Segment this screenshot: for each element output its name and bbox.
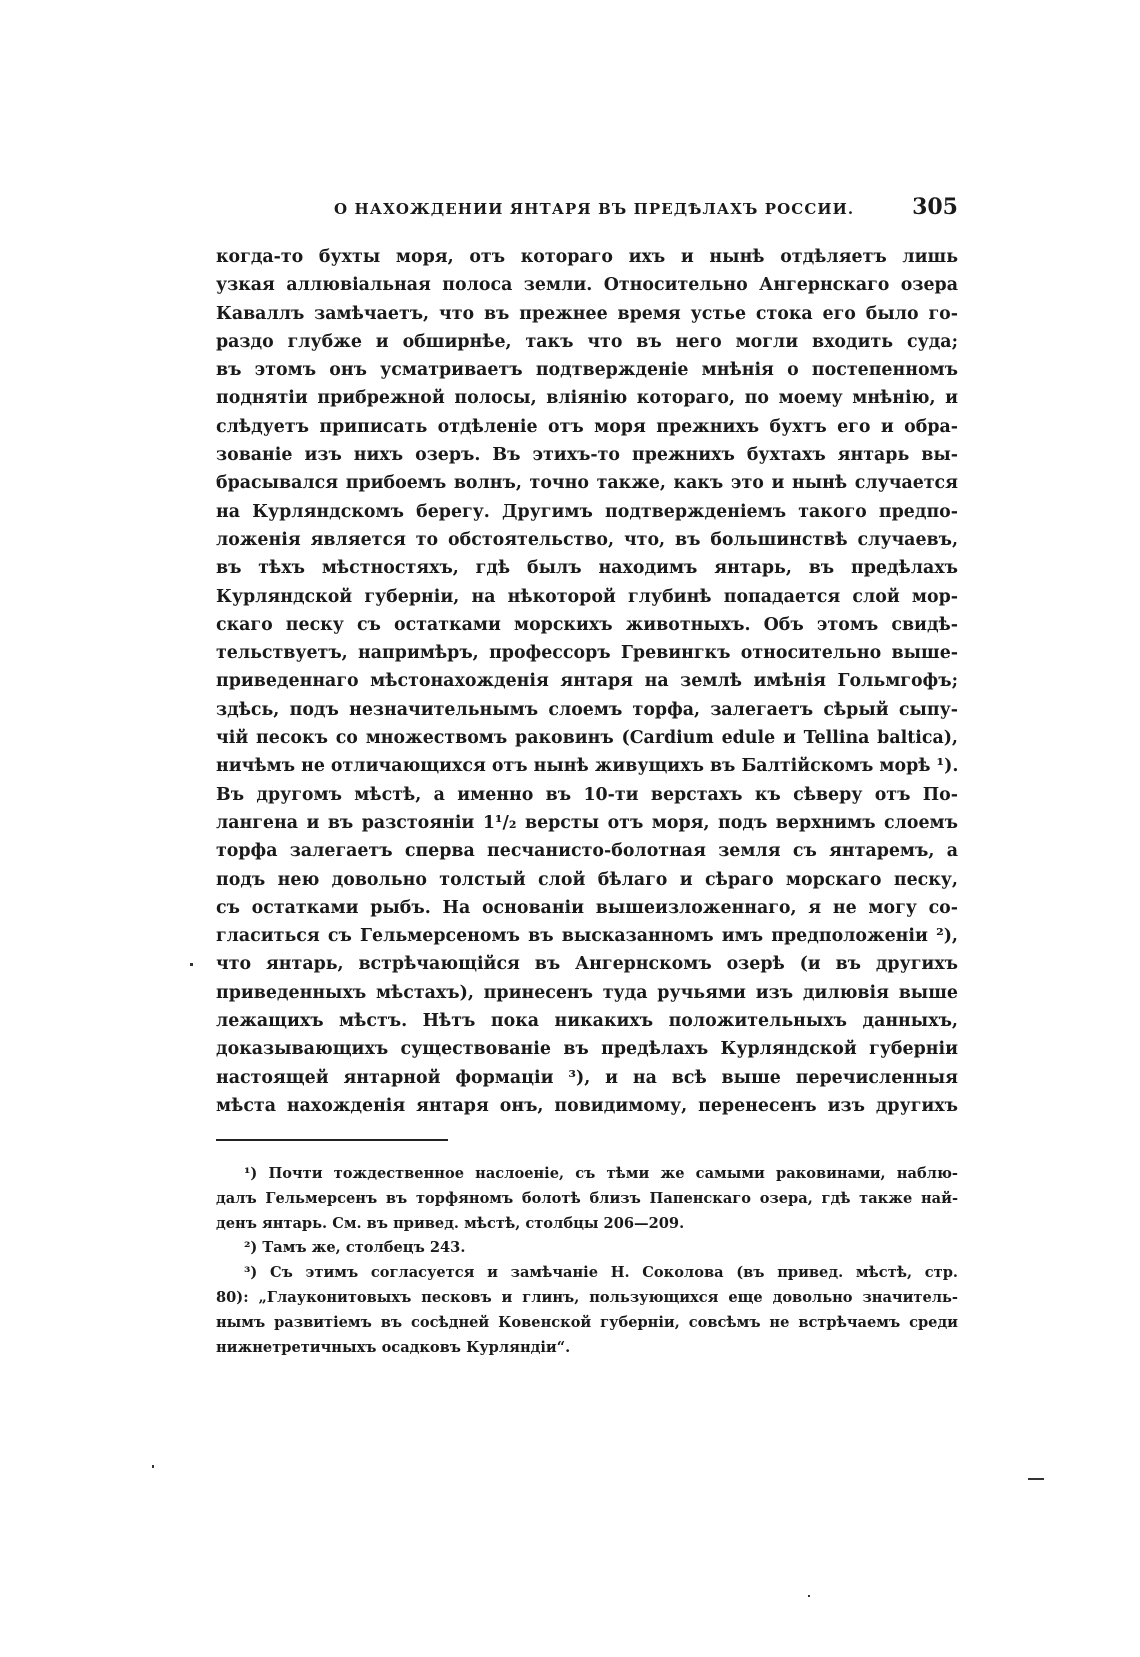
- text-line: что янтарь, встрѣчающійся въ Ангернскомъ озерѣ (и въ другихъ: [216, 954, 958, 975]
- text-line: ложенія является то обстоятельство, что, въ большинствѣ случаевъ,: [216, 529, 958, 550]
- scan-speck: [152, 1465, 154, 1468]
- footnote-line: 80): „Глауконитовыхъ песковъ и глинъ, пользующихся еще довольно значитель-: [216, 1288, 958, 1306]
- text-line: въ этомъ онъ усматриваетъ подтвержденіе мнѣнія о постепенномъ: [216, 360, 958, 381]
- running-title: О НАХОЖДЕНИИ ЯНТАРЯ ВЪ ПРЕДѢЛАХЪ РОССИИ.: [334, 200, 855, 218]
- scan-speck: [1028, 1478, 1044, 1480]
- text-line: приведенныхъ мѣстахъ), принесенъ туда ручьями изъ дилювія выше: [216, 982, 958, 1003]
- text-line: гласиться съ Гельмерсеномъ въ высказанномъ имъ предположеніи ²),: [216, 926, 958, 947]
- text-line: узкая аллювіальная полоса земли. Относительно Ангернскаго озера: [216, 275, 958, 296]
- text-line: слѣдуетъ приписать отдѣленіе отъ моря прежнихъ бухтъ его и обра-: [216, 416, 958, 437]
- text-line: здѣсь, подъ незначительнымъ слоемъ торфа, залегаетъ сѣрый сыпу-: [216, 699, 958, 720]
- text-line: Каваллъ замѣчаетъ, что въ прежнее время устье стока его было го-: [216, 303, 958, 324]
- text-line: ничѣмъ не отличающихся отъ нынѣ живущихъ въ Балтійскомъ морѣ ¹).: [216, 756, 958, 777]
- page-header: [216, 194, 958, 224]
- text-line: съ остатками рыбъ. На основаніи вышеизложеннаго, я не могу со-: [216, 897, 958, 918]
- text-line: приведеннаго мѣстонахожденія янтаря на землѣ имѣнія Гольмгофъ;: [216, 671, 958, 692]
- text-line: когда-то бухты моря, отъ котораго ихъ и нынѣ отдѣляетъ лишь: [216, 247, 958, 267]
- footnote-divider: [216, 1139, 448, 1141]
- text-line: лангена и въ разстояніи 1¹/₂ версты отъ моря, подъ верхнимъ слоемъ: [216, 812, 958, 833]
- text-line: торфа залегаетъ сперва песчанисто-болотная земля съ янтаремъ, а: [216, 841, 958, 862]
- text-line: чій песокъ со множествомъ раковинъ (Cardium edule и Tellina baltica),: [216, 728, 958, 749]
- body-text: [216, 243, 958, 1120]
- text-line: тельствуетъ, напримѣръ, профессоръ Гревингкъ относительно выше-: [216, 643, 958, 664]
- text-line: настоящей янтарной формаціи ³), и на всѣ выше перечисленныя: [216, 1067, 958, 1088]
- footnote-line: нижнетретичныхъ осадковъ Курляндіи“.: [216, 1338, 571, 1356]
- text-line: на Курляндскомъ берегу. Другимъ подтвержденіемъ такого предпо-: [216, 501, 958, 522]
- footnote-line: ²) Тамъ же, столбецъ 243.: [244, 1239, 466, 1257]
- footnote-line: ¹) Почти тождественное наслоеніе, съ тѣми же самыми раковинами, наблю-: [244, 1165, 958, 1182]
- text-line: доказывающихъ существованіе въ предѣлахъ Курляндской губерніи: [216, 1039, 958, 1060]
- footnote-line: нымъ развитіемъ въ сосѣдней Ковенской губерніи, совсѣмъ не встрѣчаемъ среди: [216, 1313, 958, 1331]
- text-line: Курляндской губерніи, на нѣкоторой глубинѣ попадается слой мор-: [216, 586, 958, 607]
- text-line: подъ нею довольно толстый слой бѣлаго и сѣраго морскаго песку,: [216, 869, 958, 890]
- footnotes: [216, 1162, 958, 1360]
- page-number: 305: [912, 194, 958, 220]
- text-line: въ тѣхъ мѣстностяхъ, гдѣ былъ находимъ янтарь, въ предѣлахъ: [216, 558, 958, 579]
- scan-speck: [190, 963, 193, 966]
- text-line: поднятіи прибрежной полосы, вліянію котораго, по моему мнѣнію, и: [216, 388, 958, 409]
- text-line: зованіе изъ нихъ озеръ. Въ этихъ-то прежнихъ бухтахъ янтарь вы-: [216, 445, 958, 466]
- scan-speck: [808, 1595, 810, 1597]
- footnote-line: ³) Съ этимъ согласуется и замѣчаніе Н. Соколова (въ привед. мѣстѣ, стр.: [244, 1264, 958, 1282]
- text-line: мѣста нахожденія янтаря онъ, повидимому, перенесенъ изъ другихъ: [216, 1095, 958, 1116]
- text-line: брасывался прибоемъ волнъ, точно также, какъ это и нынѣ случается: [216, 473, 958, 494]
- text-line: лежащихъ мѣстъ. Нѣтъ пока никакихъ положительныхъ данныхъ,: [216, 1011, 958, 1032]
- footnote-line: далъ Гельмерсенъ въ торфяномъ болотѣ близъ Папенскаго озера, гдѣ также най-: [216, 1189, 958, 1207]
- text-line: раздо глубже и обширнѣе, такъ что въ него могли входить суда;: [216, 331, 958, 352]
- text-line: Въ другомъ мѣстѣ, а именно въ 10-ти верстахъ къ сѣверу отъ По-: [216, 784, 958, 805]
- footnote-line: денъ янтарь. См. въ привед. мѣстѣ, столбцы 206—209.: [216, 1214, 685, 1232]
- text-line: скаго песку съ остатками морскихъ животныхъ. Объ этомъ свидѣ-: [216, 614, 958, 635]
